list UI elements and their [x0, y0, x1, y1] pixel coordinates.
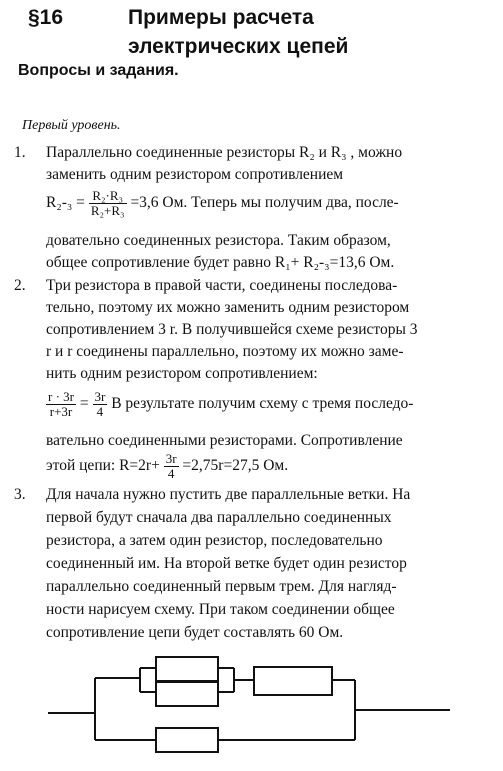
- q3-line-4: соединенный им. На второй ветке будет один резистор: [46, 555, 407, 572]
- q2-line-8-numerator: 3r: [165, 451, 177, 466]
- q2-line-8-denominator: 4: [167, 466, 175, 481]
- level-heading: Первый уровень.: [22, 118, 121, 133]
- q2-fraction-2-denominator: 4: [96, 404, 104, 419]
- page-title-line-2: электрических цепей: [128, 35, 349, 58]
- q1-number: 1.: [14, 144, 26, 161]
- q2-fraction-2-numerator: 3r: [94, 389, 106, 404]
- resistor-2: [156, 682, 218, 706]
- q1-formula-lhs: R₂-₃ =: [46, 194, 85, 212]
- q2-number: 2.: [14, 277, 26, 294]
- q2-line-2: тельно, поэтому их можно заменить одним резистором: [46, 299, 410, 316]
- section-subtitle: Вопросы и задания.: [18, 62, 179, 79]
- q3-line-1: Для начала нужно пустить две параллельные ветки. На: [46, 486, 411, 503]
- q2-line-4: r и r соединены параллельно, поэтому их можно заме-: [46, 343, 404, 360]
- q2-line-7: вательно соединенными резисторами. Сопротивление: [46, 432, 403, 449]
- q1-fraction-numerator: R₂·R₃: [89, 189, 127, 204]
- q2-line-1: Три резистора в правой части, соединены последова-: [46, 277, 398, 294]
- q3-line-5: параллельно соединенный первым трем. Для нагляд-: [46, 578, 397, 595]
- q2-line-8-end: =2,75r=27,5 Ом.: [182, 457, 289, 475]
- resistor-3: [254, 667, 332, 695]
- q2-line-3: сопротивлением 3 r. В получившейся схеме резисторы 3: [46, 321, 418, 338]
- q2-line-8-start: этой цепи: R=2r+: [46, 457, 160, 475]
- resistor-4: [156, 728, 218, 752]
- q3-line-7: сопротивление цепи будет составлять 60 Ом.: [46, 624, 344, 641]
- q2-formula-rhs: В результате получим схему с тремя последо-: [111, 395, 414, 413]
- q3-number: 3.: [14, 486, 26, 503]
- section-number: §16: [28, 6, 64, 29]
- q2-equals: =: [79, 395, 89, 413]
- q2-fraction-1-denominator: r+3r: [49, 404, 73, 419]
- q1-line-4: довательно соединенных резистора. Таким образом,: [46, 232, 391, 249]
- q1-line-5: общее сопротивление будет равно R₁+ R₂-₃=13,6 Ом.: [46, 254, 395, 271]
- q2-fraction-1-numerator: r · 3r: [48, 389, 74, 404]
- resistor-1: [156, 657, 218, 681]
- q3-line-6: ности нарисуем схему. При таком соединении общее: [46, 601, 395, 618]
- q1-line-1: Параллельно соединенные резисторы R₂ и R₃ , можно: [46, 144, 403, 161]
- q3-line-3: резистора, а затем один резистор, последовательно: [46, 532, 383, 549]
- q1-line-2: заменить одним резистором сопротивлением: [46, 166, 344, 183]
- q2-line-5: нить одним резистором сопротивлением:: [46, 365, 318, 382]
- q1-fraction-denominator: R₂+R₃: [90, 203, 125, 218]
- q1-formula-rhs: =3,6 Ом. Теперь мы получим два, после-: [130, 194, 399, 212]
- page-title-line-1: Примеры расчета: [128, 6, 314, 29]
- q3-line-2: первой будут сначала два параллельно соединенных: [46, 509, 392, 526]
